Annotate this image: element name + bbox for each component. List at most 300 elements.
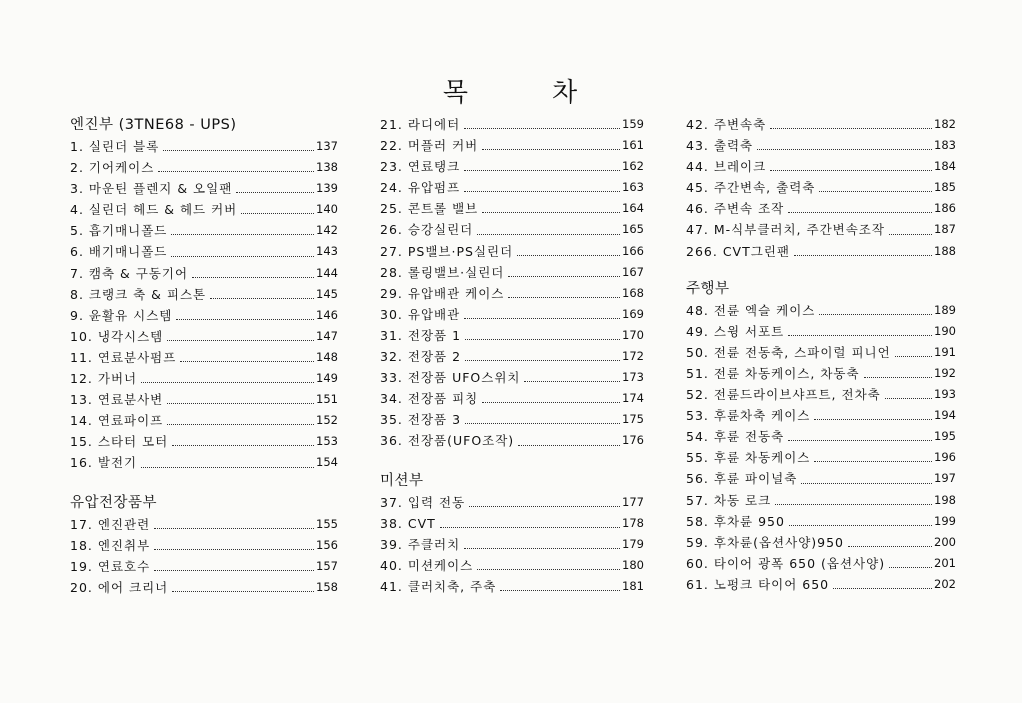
toc-entry[interactable] bbox=[686, 300, 956, 321]
entry-page-number: 148 bbox=[316, 349, 338, 364]
dot-leader bbox=[889, 234, 932, 235]
dot-leader bbox=[895, 356, 932, 357]
entry-number: 42. bbox=[686, 117, 709, 132]
toc-entry[interactable] bbox=[70, 220, 338, 241]
entry-number: 34. bbox=[380, 391, 403, 407]
entry-label: 라디에터 bbox=[407, 117, 461, 132]
toc-entry[interactable] bbox=[380, 304, 644, 325]
entry-number: 22. bbox=[380, 138, 403, 154]
entry-number: 45. bbox=[686, 180, 709, 196]
entry-label: 타이어 광폭 650 (옵션사양) bbox=[713, 555, 886, 571]
dot-leader bbox=[464, 548, 620, 549]
entry-number: 38. bbox=[380, 515, 403, 531]
toc-entry[interactable] bbox=[70, 556, 338, 577]
dot-leader bbox=[241, 213, 314, 214]
title-char-2: 차 bbox=[552, 78, 580, 108]
entry-number: 19. bbox=[70, 558, 93, 574]
toc-entry[interactable] bbox=[380, 555, 644, 576]
entry-label: 브레이크 bbox=[713, 159, 767, 175]
entry-number: 46. bbox=[686, 201, 709, 217]
entry-number: 59. bbox=[686, 534, 709, 550]
dot-leader bbox=[440, 527, 620, 528]
toc-entry[interactable] bbox=[70, 368, 338, 389]
entry-number: 37. bbox=[380, 494, 403, 510]
toc-entry[interactable] bbox=[70, 577, 338, 598]
entry-number: 56. bbox=[686, 471, 709, 487]
entry-label: 전장품 3 bbox=[407, 412, 462, 428]
dot-leader bbox=[464, 318, 620, 319]
toc-entry[interactable] bbox=[380, 198, 644, 219]
dot-leader bbox=[236, 192, 314, 193]
entry-number: 5. bbox=[70, 223, 84, 239]
entry-label: 스타터 모터 bbox=[97, 434, 169, 450]
dot-leader bbox=[464, 128, 620, 129]
entry-page-number: 165 bbox=[622, 222, 644, 237]
toc-entry[interactable] bbox=[380, 241, 644, 262]
entry-label: 연료탱크 bbox=[407, 159, 461, 175]
dot-leader bbox=[141, 382, 314, 383]
entry-label: PS밸브·PS실린더 bbox=[407, 243, 514, 259]
toc-entry[interactable] bbox=[380, 177, 644, 198]
entry-number: 15. bbox=[70, 434, 93, 450]
entry-page-number: 143 bbox=[316, 244, 338, 259]
entry-page-number: 174 bbox=[622, 391, 644, 406]
toc-entry[interactable] bbox=[686, 447, 956, 468]
toc-entry[interactable] bbox=[686, 490, 956, 511]
toc-entry[interactable] bbox=[70, 157, 338, 178]
section-spacer bbox=[380, 452, 644, 470]
entry-page-number: 168 bbox=[622, 285, 644, 300]
dot-leader bbox=[775, 504, 932, 505]
entry-page-number: 147 bbox=[316, 328, 338, 343]
toc-entry[interactable] bbox=[70, 326, 338, 347]
entry-number: 3. bbox=[70, 181, 84, 197]
dot-leader bbox=[788, 212, 932, 213]
toc-entry[interactable] bbox=[380, 135, 644, 156]
dot-leader bbox=[789, 525, 932, 526]
entry-label: 윤활유 시스템 bbox=[88, 307, 173, 323]
toc-entry[interactable] bbox=[686, 321, 956, 342]
dot-leader bbox=[180, 361, 314, 362]
dot-leader bbox=[158, 171, 314, 172]
entry-page-number: 172 bbox=[622, 349, 644, 364]
entry-page-number: 175 bbox=[622, 412, 644, 427]
toc-entry[interactable] bbox=[686, 135, 956, 156]
entry-number: 29. bbox=[380, 285, 403, 301]
entry-label: 엔진관련 bbox=[97, 516, 151, 532]
entry-page-number: 186 bbox=[934, 201, 956, 216]
toc-entry[interactable] bbox=[380, 283, 644, 304]
toc-entry[interactable] bbox=[686, 241, 956, 262]
dot-leader bbox=[788, 335, 932, 336]
entry-label: 콘트롤 밸브 bbox=[407, 201, 479, 217]
dot-leader bbox=[210, 298, 314, 299]
entry-page-number: 178 bbox=[622, 515, 644, 530]
entry-label: 유압펌프 bbox=[407, 180, 461, 196]
dot-leader bbox=[154, 528, 314, 529]
entry-label: 전륜드라이브샤프트, 전차축 bbox=[713, 387, 881, 403]
entry-label: 흡기매니폴드 bbox=[88, 223, 168, 239]
entry-label: 스윙 서포트 bbox=[713, 323, 785, 339]
entry-label: 주변속축 bbox=[713, 117, 767, 132]
entry-label: 전륜 엑슬 케이스 bbox=[713, 302, 816, 318]
entry-label: CVT bbox=[407, 515, 436, 531]
section-spacer bbox=[686, 262, 956, 278]
dot-leader bbox=[172, 591, 314, 592]
dot-leader bbox=[482, 212, 620, 213]
entry-page-number: 144 bbox=[316, 265, 338, 280]
entry-page-number: 188 bbox=[934, 243, 956, 258]
toc-entry[interactable] bbox=[380, 409, 644, 430]
toc-entry[interactable] bbox=[686, 426, 956, 447]
entry-page-number: 145 bbox=[316, 286, 338, 301]
toc-entry[interactable] bbox=[380, 325, 644, 346]
entry-label: 노펑크 타이어 650 bbox=[713, 576, 830, 592]
toc-entry[interactable] bbox=[686, 468, 956, 489]
dot-leader bbox=[171, 234, 314, 235]
entry-label: 전륜 전동축, 스파이럴 피니언 bbox=[713, 344, 891, 360]
dot-leader bbox=[167, 340, 314, 341]
entry-number: 30. bbox=[380, 306, 403, 322]
entry-number: 47. bbox=[686, 222, 709, 238]
section-heading: 주행부 bbox=[686, 280, 730, 297]
entry-page-number: 166 bbox=[622, 243, 644, 258]
entry-label: 후차륜 950 bbox=[713, 513, 785, 529]
toc-entry[interactable] bbox=[380, 430, 644, 451]
entry-number: 50. bbox=[686, 344, 709, 360]
toc-entry[interactable] bbox=[70, 514, 338, 535]
entry-number: 2. bbox=[70, 160, 84, 176]
dot-leader bbox=[464, 170, 620, 171]
entry-label: 롤링밸브·실린더 bbox=[407, 264, 505, 280]
entry-page-number: 184 bbox=[934, 159, 956, 174]
entry-number: 43. bbox=[686, 138, 709, 154]
entry-label: 가버너 bbox=[97, 371, 138, 387]
entry-label: 에어 크리너 bbox=[97, 579, 169, 595]
dot-leader bbox=[848, 546, 932, 547]
entry-page-number: 139 bbox=[316, 181, 338, 196]
entry-label: 연료분사변 bbox=[97, 392, 164, 408]
entry-label: 클러치축, 주축 bbox=[407, 578, 497, 594]
entry-label: 크랭크 축 & 피스톤 bbox=[88, 286, 207, 302]
entry-number: 10. bbox=[70, 328, 93, 344]
entry-number: 51. bbox=[686, 365, 709, 381]
entry-page-number: 155 bbox=[316, 516, 338, 531]
entry-number: 13. bbox=[70, 392, 93, 408]
dot-leader bbox=[141, 467, 314, 468]
entry-label: 출력축 bbox=[713, 138, 754, 154]
entry-page-number: 185 bbox=[934, 180, 956, 195]
entry-page-number: 183 bbox=[934, 138, 956, 153]
entry-page-number: 163 bbox=[622, 180, 644, 195]
entry-label: 실린더 헤드 & 헤드 커버 bbox=[88, 202, 238, 218]
entry-number: 23. bbox=[380, 159, 403, 175]
entry-page-number: 153 bbox=[316, 434, 338, 449]
entry-page-number: 142 bbox=[316, 223, 338, 238]
toc-entry[interactable] bbox=[380, 534, 644, 555]
entry-page-number: 152 bbox=[316, 413, 338, 428]
toc-entry[interactable] bbox=[380, 576, 644, 597]
entry-number: 18. bbox=[70, 537, 93, 553]
entry-page-number: 162 bbox=[622, 159, 644, 174]
entry-number: 44. bbox=[686, 159, 709, 175]
entry-page-number: 202 bbox=[934, 576, 956, 591]
toc-entry[interactable] bbox=[380, 156, 644, 177]
toc-entry[interactable] bbox=[686, 342, 956, 363]
entry-page-number: 149 bbox=[316, 371, 338, 386]
entry-number: 4. bbox=[70, 202, 84, 218]
dot-leader bbox=[192, 277, 314, 278]
entry-number: 8. bbox=[70, 286, 84, 302]
entry-label: 주클러치 bbox=[407, 536, 461, 552]
entry-number: 33. bbox=[380, 370, 403, 386]
section-heading: 미션부 bbox=[380, 472, 424, 489]
entry-page-number: 167 bbox=[622, 264, 644, 279]
entry-number: 53. bbox=[686, 408, 709, 424]
dot-leader bbox=[885, 398, 932, 399]
entry-number: 57. bbox=[686, 492, 709, 508]
toc-entry[interactable] bbox=[70, 389, 338, 410]
toc-entry[interactable] bbox=[70, 410, 338, 431]
entry-number: 16. bbox=[70, 455, 93, 471]
entry-page-number: 173 bbox=[622, 370, 644, 385]
entry-page-number: 156 bbox=[316, 537, 338, 552]
toc-entry[interactable] bbox=[686, 532, 956, 553]
toc-entry[interactable] bbox=[686, 156, 956, 177]
dot-leader bbox=[167, 424, 314, 425]
dot-leader bbox=[770, 170, 932, 171]
page-title bbox=[0, 72, 1022, 109]
entry-label: 연료분사펌프 bbox=[97, 349, 177, 365]
toc-entry[interactable] bbox=[70, 452, 338, 473]
entry-label: 머플러 커버 bbox=[407, 138, 479, 154]
dot-leader bbox=[477, 234, 620, 235]
entry-page-number: 164 bbox=[622, 201, 644, 216]
toc-entry[interactable] bbox=[70, 284, 338, 305]
section-heading: 유압전장품부 bbox=[70, 494, 158, 511]
dot-leader bbox=[154, 549, 314, 550]
entry-label: 전장품 UFO스위치 bbox=[407, 370, 521, 386]
toc-entry[interactable] bbox=[70, 241, 338, 262]
dot-leader bbox=[482, 402, 620, 403]
entry-label: 후륜차축 케이스 bbox=[713, 408, 811, 424]
dot-leader bbox=[801, 483, 932, 484]
entry-number: 24. bbox=[380, 180, 403, 196]
entry-number: 31. bbox=[380, 327, 403, 343]
dot-leader bbox=[163, 150, 314, 151]
toc-entry[interactable] bbox=[380, 492, 644, 513]
entry-label: 발전기 bbox=[97, 455, 138, 471]
toc-entry[interactable] bbox=[686, 198, 956, 219]
entry-page-number: 201 bbox=[934, 555, 956, 570]
entry-page-number: 181 bbox=[622, 578, 644, 593]
entry-page-number: 192 bbox=[934, 365, 956, 380]
toc-entry[interactable] bbox=[686, 114, 956, 135]
toc-entry[interactable] bbox=[70, 178, 338, 199]
toc-entry[interactable] bbox=[686, 177, 956, 198]
dot-leader bbox=[508, 297, 620, 298]
entry-number: 52. bbox=[686, 387, 709, 403]
dot-leader bbox=[814, 419, 932, 420]
entry-number: 48. bbox=[686, 302, 709, 318]
dot-leader bbox=[889, 567, 932, 568]
entry-label: 연료호수 bbox=[97, 558, 151, 574]
entry-label: 냉각시스템 bbox=[97, 328, 164, 344]
entry-label: 유압배관 케이스 bbox=[407, 285, 505, 301]
toc-entry[interactable] bbox=[686, 405, 956, 426]
toc-entry[interactable] bbox=[686, 363, 956, 384]
entry-label: 후륜 파이널축 bbox=[713, 471, 798, 487]
dot-leader bbox=[794, 255, 932, 256]
entry-page-number: 180 bbox=[622, 557, 644, 572]
toc-entry[interactable] bbox=[380, 114, 644, 135]
entry-label: 실린더 블록 bbox=[88, 139, 160, 154]
entry-number: 41. bbox=[380, 578, 403, 594]
entry-page-number: 137 bbox=[316, 139, 338, 153]
dot-leader bbox=[171, 256, 314, 257]
dot-leader bbox=[757, 149, 932, 150]
entry-label: 후차륜(옵션사양)950 bbox=[713, 534, 845, 550]
entry-page-number: 191 bbox=[934, 344, 956, 359]
entry-label: 배기매니폴드 bbox=[88, 244, 168, 260]
dot-leader bbox=[465, 423, 620, 424]
entry-number: 40. bbox=[380, 557, 403, 573]
entry-label: 주변속 조작 bbox=[713, 201, 785, 217]
dot-leader bbox=[167, 403, 314, 404]
toc-entry[interactable] bbox=[380, 346, 644, 367]
entry-number: 54. bbox=[686, 429, 709, 445]
dot-leader bbox=[154, 570, 314, 571]
entry-number: 17. bbox=[70, 516, 93, 532]
entry-page-number: 196 bbox=[934, 450, 956, 465]
toc-entry[interactable] bbox=[70, 263, 338, 284]
entry-label: 유압배관 bbox=[407, 306, 461, 322]
entry-page-number: 179 bbox=[622, 536, 644, 551]
dot-leader bbox=[508, 276, 620, 277]
dot-leader bbox=[500, 590, 620, 591]
toc-entry[interactable] bbox=[686, 219, 956, 240]
entry-number: 55. bbox=[686, 450, 709, 466]
entry-page-number: 193 bbox=[934, 387, 956, 402]
toc-entry[interactable] bbox=[380, 219, 644, 240]
entry-label: 후륜 전동축 bbox=[713, 429, 785, 445]
toc-column-1 bbox=[70, 114, 338, 598]
entry-number: 12. bbox=[70, 371, 93, 387]
title-char-1: 목 bbox=[442, 78, 470, 108]
entry-label: 미션케이스 bbox=[407, 557, 474, 573]
entry-page-number: 197 bbox=[934, 471, 956, 486]
entry-page-number: 195 bbox=[934, 429, 956, 444]
entry-number: 60. bbox=[686, 555, 709, 571]
entry-page-number: 159 bbox=[622, 117, 644, 131]
dot-leader bbox=[465, 339, 620, 340]
dot-leader bbox=[482, 149, 620, 150]
toc-entry[interactable] bbox=[70, 199, 338, 220]
dot-leader bbox=[518, 445, 620, 446]
entry-page-number: 194 bbox=[934, 408, 956, 423]
entry-number: 61. bbox=[686, 576, 709, 592]
toc-entry[interactable] bbox=[70, 136, 338, 157]
toc-entry[interactable] bbox=[380, 513, 644, 534]
dot-leader bbox=[464, 191, 620, 192]
entry-label: 엔진취부 bbox=[97, 537, 151, 553]
toc-entry[interactable] bbox=[70, 347, 338, 368]
entry-number: 1. bbox=[70, 139, 84, 154]
entry-number: 26. bbox=[380, 222, 403, 238]
dot-leader bbox=[770, 128, 932, 129]
entry-label: 전륜 차동케이스, 차동축 bbox=[713, 365, 860, 381]
dot-leader bbox=[819, 314, 932, 315]
entry-label: 기어케이스 bbox=[88, 160, 155, 176]
entry-label: 캠축 & 구동기어 bbox=[88, 265, 189, 281]
dot-leader bbox=[465, 360, 620, 361]
entry-label: 연료파이프 bbox=[97, 413, 164, 429]
toc-entry[interactable] bbox=[380, 388, 644, 409]
entry-number: 20. bbox=[70, 579, 93, 595]
entry-page-number: 198 bbox=[934, 492, 956, 507]
toc-entry[interactable] bbox=[70, 305, 338, 326]
toc-entry[interactable] bbox=[686, 384, 956, 405]
dot-leader bbox=[524, 381, 620, 382]
toc-entry[interactable] bbox=[686, 574, 956, 595]
dot-leader bbox=[788, 440, 932, 441]
toc-column-2 bbox=[380, 114, 644, 597]
dot-leader bbox=[172, 445, 314, 446]
dot-leader bbox=[833, 588, 932, 589]
dot-leader bbox=[517, 255, 620, 256]
toc-entry[interactable] bbox=[380, 262, 644, 283]
entry-page-number: 146 bbox=[316, 307, 338, 322]
toc-entry[interactable] bbox=[70, 431, 338, 452]
entry-number: 7. bbox=[70, 265, 84, 281]
entry-page-number: 189 bbox=[934, 302, 956, 317]
entry-number: 21. bbox=[380, 117, 403, 132]
entry-label: 승강실린더 bbox=[407, 222, 474, 238]
entry-page-number: 157 bbox=[316, 558, 338, 573]
entry-page-number: 158 bbox=[316, 579, 338, 594]
toc-entry[interactable] bbox=[686, 511, 956, 532]
entry-number: 6. bbox=[70, 244, 84, 260]
entry-page-number: 161 bbox=[622, 138, 644, 153]
entry-number: 9. bbox=[70, 307, 84, 323]
entry-label: 후륜 차동케이스 bbox=[713, 450, 811, 466]
entry-page-number: 140 bbox=[316, 202, 338, 217]
entry-page-number: 169 bbox=[622, 306, 644, 321]
entry-label: M-식부클러치, 주간변속조작 bbox=[713, 222, 885, 238]
entry-label: 전장품 피칭 bbox=[407, 391, 479, 407]
entry-number: 25. bbox=[380, 201, 403, 217]
toc-column-3 bbox=[686, 114, 956, 595]
toc-entry[interactable] bbox=[70, 535, 338, 556]
section-heading: 엔진부 (3TNE68 - UPS) bbox=[70, 117, 237, 133]
entry-label: CVT그린팬 bbox=[722, 243, 790, 259]
toc-entry[interactable] bbox=[380, 367, 644, 388]
entry-label: 전장품 2 bbox=[407, 349, 462, 365]
toc-entry[interactable] bbox=[686, 553, 956, 574]
entry-label: 마운틴 플렌지 & 오일팬 bbox=[88, 181, 233, 197]
entry-page-number: 190 bbox=[934, 323, 956, 338]
entry-number: 58. bbox=[686, 513, 709, 529]
entry-number: 39. bbox=[380, 536, 403, 552]
entry-label: 주간변속, 출력축 bbox=[713, 180, 816, 196]
entry-number: 14. bbox=[70, 413, 93, 429]
entry-page-number: 176 bbox=[622, 433, 644, 448]
entry-page-number: 200 bbox=[934, 534, 956, 549]
section-spacer bbox=[70, 474, 338, 492]
entry-number: 27. bbox=[380, 243, 403, 259]
entry-page-number: 182 bbox=[934, 117, 956, 131]
entry-page-number: 177 bbox=[622, 494, 644, 509]
